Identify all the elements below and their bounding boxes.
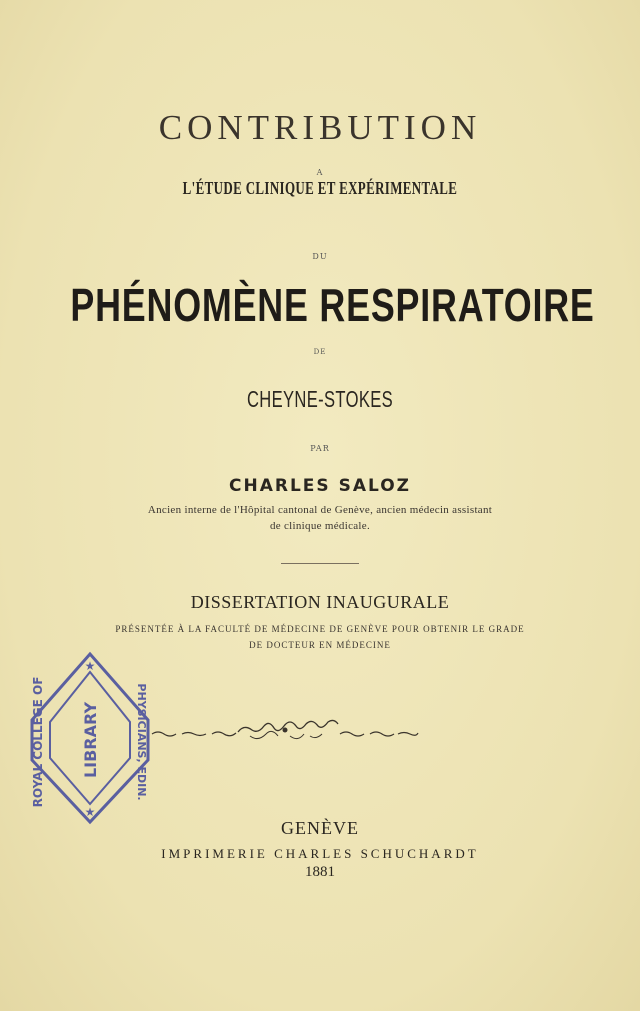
subtitle-etude: L'ÉTUDE CLINIQUE ET EXPÉRIMENTALE bbox=[182, 178, 458, 198]
main-title: PHÉNOMÈNE RESPIRATOIRE bbox=[70, 279, 595, 331]
stamp-outer-left-text: ROYAL COLLEGE OF bbox=[31, 676, 45, 808]
author-name: CHARLES SALOZ bbox=[229, 476, 411, 496]
word-a: A bbox=[316, 168, 324, 177]
word-par: PAR bbox=[310, 444, 330, 453]
typographic-ornament bbox=[150, 718, 420, 746]
library-stamp bbox=[28, 650, 152, 825]
stamp-outer-right-text: PHYSICIANS, EDIN. bbox=[135, 683, 148, 801]
stamp-star-top: ★ bbox=[84, 659, 96, 673]
imprint-city: GENÈVE bbox=[281, 818, 359, 838]
author-affiliation-line1: Ancien interne de l'Hôpital cantonal de Genève, ancien médecin assistant bbox=[147, 504, 493, 516]
divider-rule bbox=[281, 563, 359, 564]
dissertation-heading: DISSERTATION INAUGURALE bbox=[190, 592, 450, 612]
word-de: DE bbox=[313, 348, 327, 356]
stamp-star-bottom: ★ bbox=[84, 805, 96, 819]
imprint-year: 1881 bbox=[305, 864, 335, 880]
stamp-center-text: LIBRARY bbox=[81, 701, 100, 779]
title-contribution: CONTRIBUTION bbox=[158, 108, 482, 147]
subject-title: CHEYNE-STOKES bbox=[246, 386, 394, 412]
word-du: DU bbox=[312, 252, 328, 261]
imprint-printer: IMPRIMERIE CHARLES SCHUCHARDT bbox=[161, 846, 479, 861]
presented-line1: PRÉSENTÉE À LA FACULTÉ DE MÉDECINE DE GENÈVE POUR OBTENIR LE GRADE bbox=[115, 624, 525, 634]
presented-line2: DE DOCTEUR EN MÉDECINE bbox=[249, 640, 391, 650]
author-affiliation-line2: de clinique médicale. bbox=[269, 520, 371, 532]
